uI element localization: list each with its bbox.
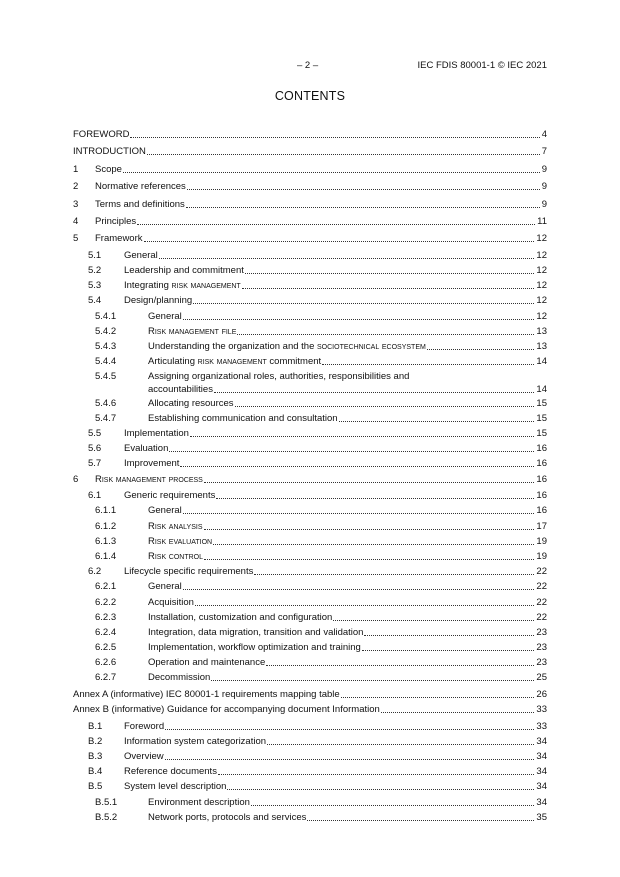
dot-leader xyxy=(227,789,534,790)
toc-entry-title: Annex A (informative) IEC 80001-1 requirements mapping table xyxy=(73,689,340,700)
toc-entry-title: Risk management file xyxy=(148,326,237,337)
toc-entry-number: 5.2 xyxy=(88,265,102,276)
toc-entry-page: 15 xyxy=(536,398,547,409)
dot-leader xyxy=(237,334,534,335)
toc-entry[interactable] xyxy=(73,780,547,795)
toc-entry-number: 3 xyxy=(73,199,79,210)
toc-entry-page: 16 xyxy=(536,490,547,501)
dot-leader xyxy=(364,635,534,636)
toc-entry[interactable] xyxy=(73,397,547,412)
page-number: – 2 – xyxy=(297,60,319,71)
toc-entry-title: INTRODUCTION xyxy=(73,146,146,157)
toc-entry-page: 14 xyxy=(536,384,547,395)
toc-entry[interactable] xyxy=(73,163,547,178)
toc-entry-title: Decommission xyxy=(148,672,211,683)
toc-entry-number: 6.2.5 xyxy=(95,642,117,653)
dot-leader xyxy=(144,241,535,242)
toc-entry-number: 5 xyxy=(73,233,79,244)
toc-entry-number: 5.7 xyxy=(88,458,102,469)
toc-entry-title: Operation and maintenance xyxy=(148,657,266,668)
toc-entry-title: accountabilities xyxy=(148,384,213,395)
toc-entry-title: Leadership and commitment xyxy=(124,265,244,276)
toc-entry-number: 5.3 xyxy=(88,280,102,291)
toc-entry-page: 26 xyxy=(536,689,547,700)
toc-entry[interactable] xyxy=(73,580,547,595)
dot-leader xyxy=(213,544,534,545)
dot-leader xyxy=(183,319,535,320)
toc-entry[interactable] xyxy=(73,688,547,703)
dot-leader xyxy=(216,498,534,499)
dot-leader xyxy=(193,303,534,304)
toc-entry-number: 5.4.3 xyxy=(95,341,117,352)
toc-entry[interactable] xyxy=(73,232,547,247)
dot-leader xyxy=(266,665,534,666)
toc-entry-number: B.3 xyxy=(88,751,103,762)
toc-entry-title: Risk management process xyxy=(95,474,203,485)
toc-entry-number: 6.2.7 xyxy=(95,672,117,683)
toc-entry[interactable] xyxy=(73,535,547,550)
toc-entry-number: 5.4 xyxy=(88,295,102,306)
dot-leader xyxy=(333,620,534,621)
toc-entry-page: 16 xyxy=(536,505,547,516)
toc-entry[interactable] xyxy=(73,412,547,427)
toc-entry[interactable] xyxy=(73,565,547,580)
toc-entry-page: 12 xyxy=(536,233,547,244)
toc-entry[interactable] xyxy=(73,626,547,641)
toc-entry-number: 6.1.4 xyxy=(95,551,117,562)
toc-entry[interactable] xyxy=(73,128,547,143)
toc-entry-title: Network ports, protocols and services xyxy=(148,812,307,823)
dot-leader xyxy=(190,436,534,437)
toc-entry-title: Implementation xyxy=(124,428,189,439)
toc-entry-page: 34 xyxy=(536,766,547,777)
dot-leader xyxy=(159,258,535,259)
toc-entry-title: Assigning organizational roles, authorities, responsibilities and xyxy=(148,371,410,382)
dot-leader xyxy=(341,697,535,698)
toc-entry-number: 6 xyxy=(73,474,79,485)
toc-entry-page: 9 xyxy=(541,181,547,192)
toc-entry[interactable] xyxy=(73,355,547,370)
toc-entry[interactable] xyxy=(73,215,547,230)
toc-entry-title: Risk evaluation xyxy=(148,536,213,547)
toc-entry-title: Reference documents xyxy=(124,766,217,777)
toc-entry[interactable] xyxy=(73,641,547,656)
standard-reference: IEC FDIS 80001-1 © IEC 2021 xyxy=(417,60,547,71)
toc-entry[interactable] xyxy=(73,811,547,826)
toc-entry-page: 13 xyxy=(536,326,547,337)
toc-entry[interactable] xyxy=(73,796,547,811)
dot-leader xyxy=(218,774,534,775)
toc-entry[interactable] xyxy=(73,473,547,488)
dot-leader xyxy=(204,559,534,560)
toc-entry-page: 16 xyxy=(536,443,547,454)
toc-entry[interactable] xyxy=(73,249,547,264)
toc-entry-page: 15 xyxy=(536,413,547,424)
toc-entry-title: General xyxy=(148,581,182,592)
toc-entry-number: 5.4.7 xyxy=(95,413,117,424)
toc-entry-title: Evaluation xyxy=(124,443,169,454)
toc-entry-page: 15 xyxy=(536,428,547,439)
dot-leader xyxy=(214,392,534,393)
dot-leader xyxy=(165,729,534,730)
toc-entry[interactable] xyxy=(73,427,547,442)
toc-entry-title: Risk analysis xyxy=(148,521,203,532)
toc-entry-title: Integration, data migration, transition and validation xyxy=(148,627,364,638)
dot-leader xyxy=(267,744,534,745)
toc-entry-page: 14 xyxy=(536,356,547,367)
toc-entry-page: 12 xyxy=(536,295,547,306)
toc-entry-title: Understanding the organization and the sociotechnical ecosystem xyxy=(148,341,426,352)
toc-entry-title: Annex B (informative) Guidance for accompanying document Information xyxy=(73,704,380,715)
toc-entry[interactable] xyxy=(73,671,547,686)
toc-entry-title: Implementation, workflow optimization and training xyxy=(148,642,361,653)
toc-entry-page: 9 xyxy=(541,199,547,210)
toc-entry-number: B.2 xyxy=(88,736,103,747)
toc-entry-title: Terms and definitions xyxy=(95,199,185,210)
toc-entry-number: 5.4.2 xyxy=(95,326,117,337)
toc-entry-title: Information system categorization xyxy=(124,736,267,747)
toc-entry-title: Scope xyxy=(95,164,122,175)
dot-leader xyxy=(251,805,535,806)
toc-entry-number: B.5.1 xyxy=(95,797,118,808)
toc-entry-title: General xyxy=(148,505,182,516)
toc-entry-page: 34 xyxy=(536,751,547,762)
contents-title: CONTENTS xyxy=(274,89,346,103)
toc-entry-page: 22 xyxy=(536,581,547,592)
dot-leader xyxy=(137,224,535,225)
dot-leader xyxy=(339,421,535,422)
toc-entry-number: 6.1.1 xyxy=(95,505,117,516)
toc-entry-number: 5.4.4 xyxy=(95,356,117,367)
toc-entry-page: 9 xyxy=(541,164,547,175)
dot-leader xyxy=(245,273,535,274)
dot-leader xyxy=(130,137,539,138)
toc-entry-number: 5.6 xyxy=(88,443,102,454)
toc-entry[interactable] xyxy=(73,180,547,195)
toc-entry-page: 17 xyxy=(536,521,547,532)
toc-entry[interactable] xyxy=(73,489,547,504)
toc-entry-number: 6.2.3 xyxy=(95,612,117,623)
toc-entry-page: 35 xyxy=(536,812,547,823)
dot-leader xyxy=(254,574,534,575)
toc-entry[interactable] xyxy=(73,279,547,294)
toc-entry-number: 5.1 xyxy=(88,250,102,261)
toc-entry-title: General xyxy=(148,311,182,322)
toc-entry[interactable] xyxy=(73,735,547,750)
dot-leader xyxy=(169,451,534,452)
toc-entry-number: 5.4.1 xyxy=(95,311,117,322)
toc-entry[interactable] xyxy=(73,145,547,160)
toc-entry-page: 7 xyxy=(541,146,547,157)
toc-entry-number: B.4 xyxy=(88,766,103,777)
dot-leader xyxy=(322,364,534,365)
toc-entry-page: 22 xyxy=(536,612,547,623)
toc-entry-title: System level description xyxy=(124,781,227,792)
page-header xyxy=(0,60,620,74)
toc-entry-page: 34 xyxy=(536,736,547,747)
toc-entry-number: 6.2 xyxy=(88,566,102,577)
toc-entry-number: 5.5 xyxy=(88,428,102,439)
toc-entry[interactable] xyxy=(73,520,547,535)
toc-entry-title: Framework xyxy=(95,233,143,244)
toc-entry-title: General xyxy=(124,250,158,261)
toc-entry-number: 2 xyxy=(73,181,79,192)
dot-leader xyxy=(180,466,534,467)
toc-entry-page: 16 xyxy=(536,474,547,485)
toc-entry-title: Generic requirements xyxy=(124,490,216,501)
toc-entry-page: 12 xyxy=(536,265,547,276)
dot-leader xyxy=(242,288,535,289)
toc-entry-number: 6.2.6 xyxy=(95,657,117,668)
dot-leader xyxy=(211,680,534,681)
toc-entry-title: Normative references xyxy=(95,181,186,192)
toc-entry[interactable] xyxy=(73,264,547,279)
toc-entry-title: FOREWORD xyxy=(73,129,130,140)
toc-entry[interactable] xyxy=(73,340,547,355)
toc-entry-title: Allocating resources xyxy=(148,398,234,409)
toc-entry-page: 33 xyxy=(536,721,547,732)
toc-entry-number: 6.1.2 xyxy=(95,521,117,532)
toc-entry-number: 5.4.5 xyxy=(95,371,117,382)
dot-leader xyxy=(235,406,535,407)
toc-entry-title: Installation, customization and configuration xyxy=(148,612,333,623)
dot-leader xyxy=(165,759,535,760)
toc-entry-page: 23 xyxy=(536,657,547,668)
toc-entry-page: 19 xyxy=(536,551,547,562)
toc-entry[interactable] xyxy=(73,370,547,398)
toc-entry-page: 12 xyxy=(536,280,547,291)
toc-entry-page: 12 xyxy=(536,250,547,261)
toc-entry-number: 1 xyxy=(73,164,79,175)
toc-entry[interactable] xyxy=(73,198,547,213)
toc-entry-page: 12 xyxy=(536,311,547,322)
toc-entry[interactable] xyxy=(73,457,547,472)
toc-entry-page: 23 xyxy=(536,642,547,653)
dot-leader xyxy=(204,482,535,483)
toc-entry-number: B.5.2 xyxy=(95,812,118,823)
toc-entry[interactable] xyxy=(73,703,547,718)
toc-entry[interactable] xyxy=(73,442,547,457)
toc-entry[interactable] xyxy=(73,504,547,519)
toc-entry-number: B.5 xyxy=(88,781,103,792)
toc-entry-page: 4 xyxy=(541,129,547,140)
toc-entry[interactable] xyxy=(73,750,547,765)
toc-entry-number: 5.4.6 xyxy=(95,398,117,409)
dot-leader xyxy=(204,529,535,530)
toc-entry-title: Articulating risk management commitment xyxy=(148,356,322,367)
toc-entry-page: 23 xyxy=(536,627,547,638)
toc-entry-number: 6.2.4 xyxy=(95,627,117,638)
toc-entry-number: 6.2.1 xyxy=(95,581,117,592)
dot-leader xyxy=(307,820,534,821)
toc-entry-number: 4 xyxy=(73,216,79,227)
dot-leader xyxy=(186,207,540,208)
dot-leader xyxy=(147,154,540,155)
toc-entry-title: Improvement xyxy=(124,458,180,469)
toc-entry[interactable] xyxy=(73,656,547,671)
dot-leader xyxy=(362,650,535,651)
toc-entry-title: Risk control xyxy=(148,551,204,562)
toc-entry[interactable] xyxy=(73,765,547,780)
toc-entry[interactable] xyxy=(73,294,547,309)
toc-entry-page: 34 xyxy=(536,797,547,808)
toc-entry-title: Principles xyxy=(95,216,137,227)
toc-entry-number: 6.1.3 xyxy=(95,536,117,547)
toc-entry-page: 33 xyxy=(536,704,547,715)
dot-leader xyxy=(123,172,540,173)
toc-entry-page: 34 xyxy=(536,781,547,792)
toc-entry-title: Lifecycle specific requirements xyxy=(124,566,254,577)
dot-leader xyxy=(183,589,535,590)
toc-entry-title: Environment description xyxy=(148,797,250,808)
toc-entry-page: 25 xyxy=(536,672,547,683)
toc-entry-title: Integrating risk management xyxy=(124,280,241,291)
toc-entry-page: 22 xyxy=(536,597,547,608)
dot-leader xyxy=(187,189,540,190)
dot-leader xyxy=(183,513,535,514)
dot-leader xyxy=(381,712,535,713)
toc-entry-title: Foreword xyxy=(124,721,165,732)
toc-entry-page: 19 xyxy=(536,536,547,547)
toc-entry-number: B.1 xyxy=(88,721,103,732)
toc-entry-title: Establishing communication and consultation xyxy=(148,413,338,424)
toc-entry-title: Design/planning xyxy=(124,295,193,306)
toc-entry[interactable] xyxy=(73,550,547,565)
toc-entry[interactable] xyxy=(73,596,547,611)
toc-entry[interactable] xyxy=(73,310,547,325)
toc-entry-number: 6.1 xyxy=(88,490,102,501)
toc-entry-page: 16 xyxy=(536,458,547,469)
toc-entry-page: 13 xyxy=(536,341,547,352)
toc-entry-title: Overview xyxy=(124,751,164,762)
toc-entry-number: 6.2.2 xyxy=(95,597,117,608)
dot-leader xyxy=(195,605,534,606)
toc-entry[interactable] xyxy=(73,720,547,735)
toc-entry[interactable] xyxy=(73,325,547,340)
toc-entry-page: 22 xyxy=(536,566,547,577)
toc-entry-title: Acquisition xyxy=(148,597,194,608)
dot-leader xyxy=(427,349,535,350)
toc-entry-page: 11 xyxy=(537,216,547,227)
toc-entry[interactable] xyxy=(73,611,547,626)
